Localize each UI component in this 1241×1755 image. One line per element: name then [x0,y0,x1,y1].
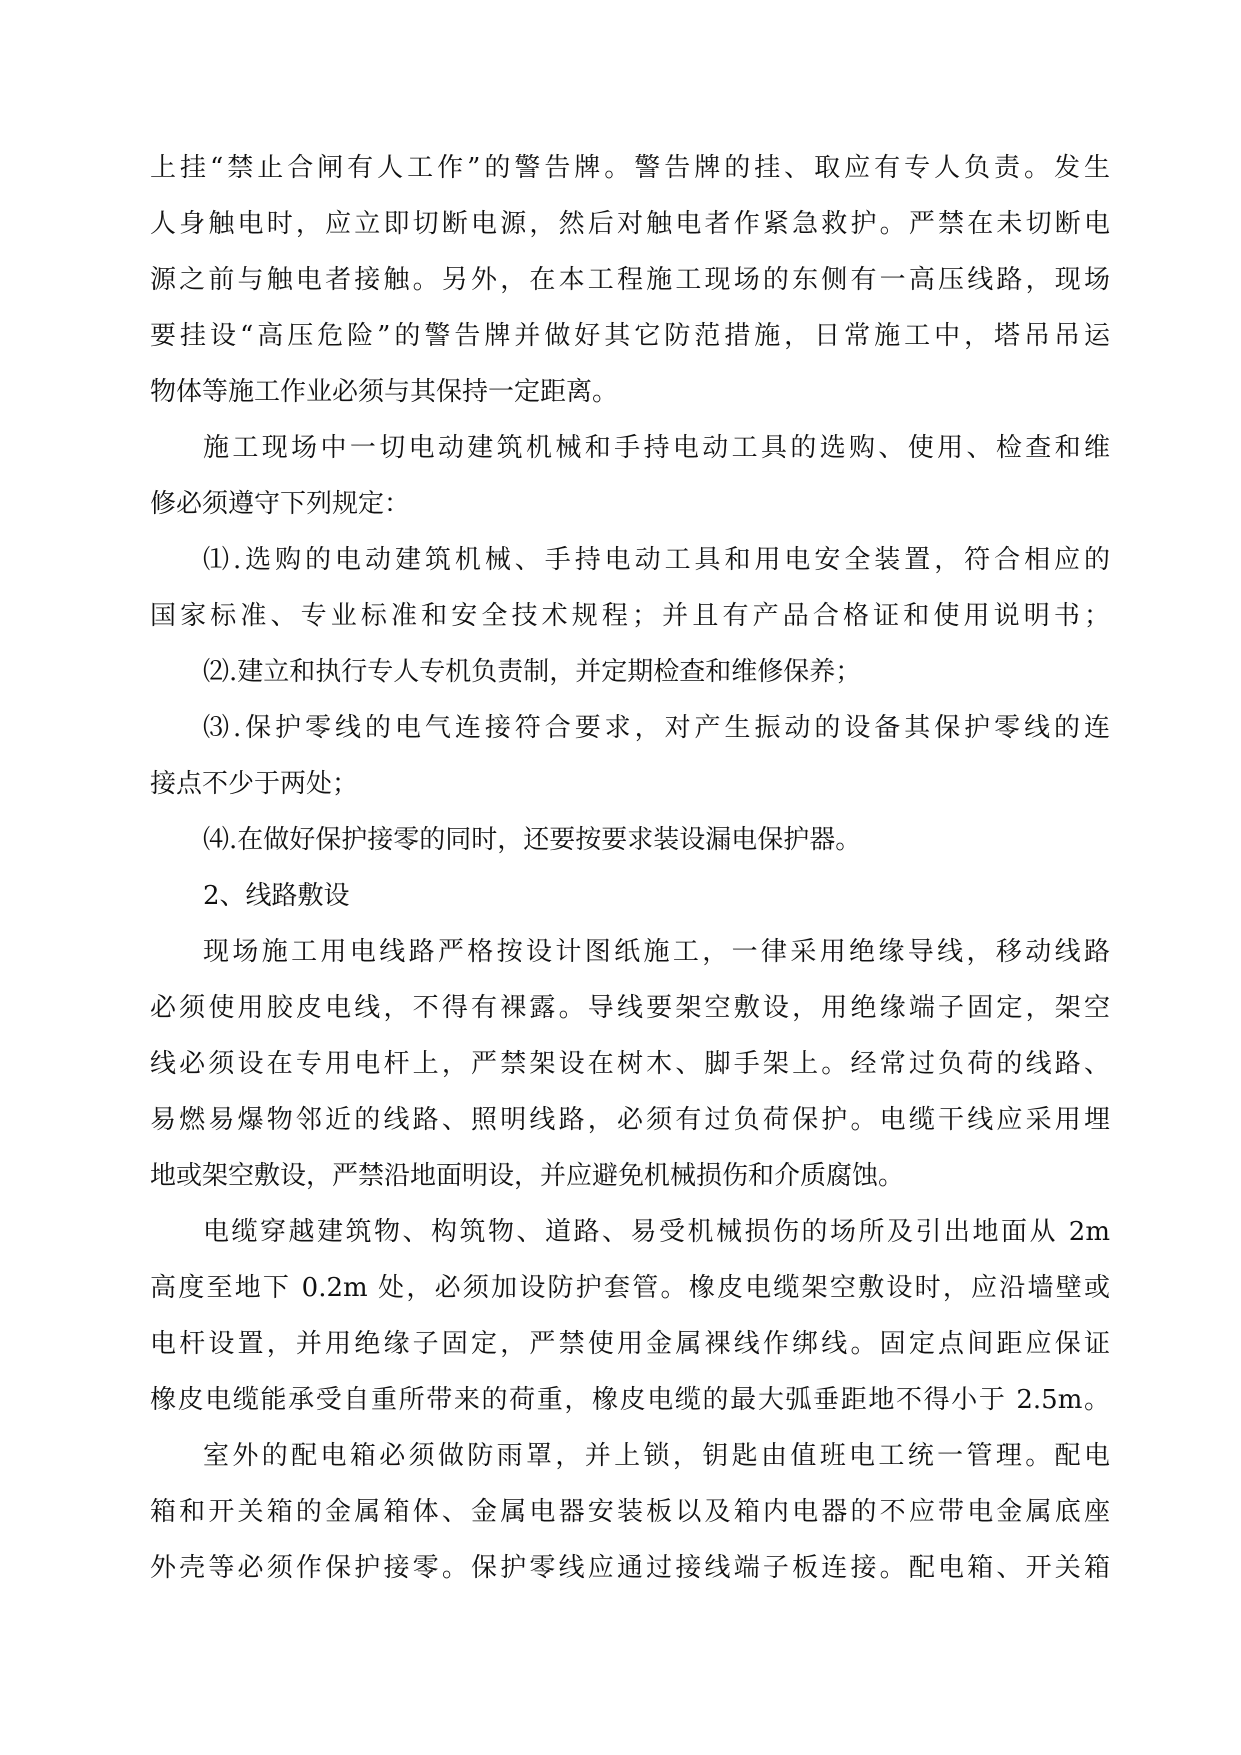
text-line: 地或架空敷设，严禁沿地面明设，并应避免机械损伤和介质腐蚀。 [150,1161,905,1191]
text-line: 必须使用胶皮电线，不得有裸露。导线要架空敷设，用绝缘端子固定，架空 [150,993,1110,1023]
text-line: 外壳等必须作保护接零。保护零线应通过接线端子板连接。配电箱、开关箱 [150,1553,1110,1583]
text-line: 线必须设在专用电杆上，严禁架设在树木、脚手架上。经常过负荷的线路、 [150,1049,1110,1079]
text-line: 电杆设置，并用绝缘子固定，严禁使用金属裸线作绑线。固定点间距应保证 [150,1329,1110,1359]
text-line: 施工现场中一切电动建筑机械和手持电动工具的选购、使用、检查和维 [203,433,1110,463]
text-line: 要挂设“高压危险”的警告牌并做好其它防范措施，日常施工中，塔吊吊运 [150,321,1110,351]
text-line: 箱和开关箱的金属箱体、金属电器安装板以及箱内电器的不应带电金属底座 [150,1497,1110,1527]
text-line: 现场施工用电线路严格按设计图纸施工，一律采用绝缘导线，移动线路 [203,937,1110,967]
text-line: 上挂“禁止合闸有人工作”的警告牌。警告牌的挂、取应有专人负责。发生 [150,153,1110,183]
body-text [150,140,1110,1596]
text-line: 国家标准、专业标准和安全技术规程；并且有产品合格证和使用说明书； [150,601,1110,631]
text-line: 源之前与触电者接触。另外，在本工程施工现场的东侧有一高压线路，现场 [150,265,1110,295]
text-line: 橡皮电缆能承受自重所带来的荷重，橡皮电缆的最大弧垂距地不得小于 2.5m。 [150,1385,1110,1415]
text-line: 易燃易爆物邻近的线路、照明线路，必须有过负荷保护。电缆干线应采用埋 [150,1105,1110,1135]
text-line: 室外的配电箱必须做防雨罩，并上锁，钥匙由值班电工统一管理。配电 [203,1441,1110,1471]
section-heading: 2、线路敷设 [203,881,350,911]
text-line: 电缆穿越建筑物、构筑物、道路、易受机械损伤的场所及引出地面从 2m [203,1217,1110,1247]
text-line: 物体等施工作业必须与其保持一定距离。 [150,377,619,407]
text-line: 高度至地下 0.2m 处，必须加设防护套管。橡皮电缆架空敷设时，应沿墙壁或 [150,1273,1110,1303]
text-line: ⑵.建立和执行专人专机负责制，并定期检查和维修保养； [203,657,862,687]
text-line: ⑷.在做好保护接零的同时，还要按要求装设漏电保护器。 [203,825,862,855]
text-line: 人身触电时，应立即切断电源，然后对触电者作紧急救护。严禁在未切断电 [150,209,1110,239]
text-line: ⑴.选购的电动建筑机械、手持电动工具和用电安全装置，符合相应的 [203,545,1110,575]
text-line: 接点不少于两处； [150,769,359,799]
text-line: ⑶.保护零线的电气连接符合要求，对产生振动的设备其保护零线的连 [203,713,1110,743]
text-line: 修必须遵守下列规定： [150,489,411,519]
